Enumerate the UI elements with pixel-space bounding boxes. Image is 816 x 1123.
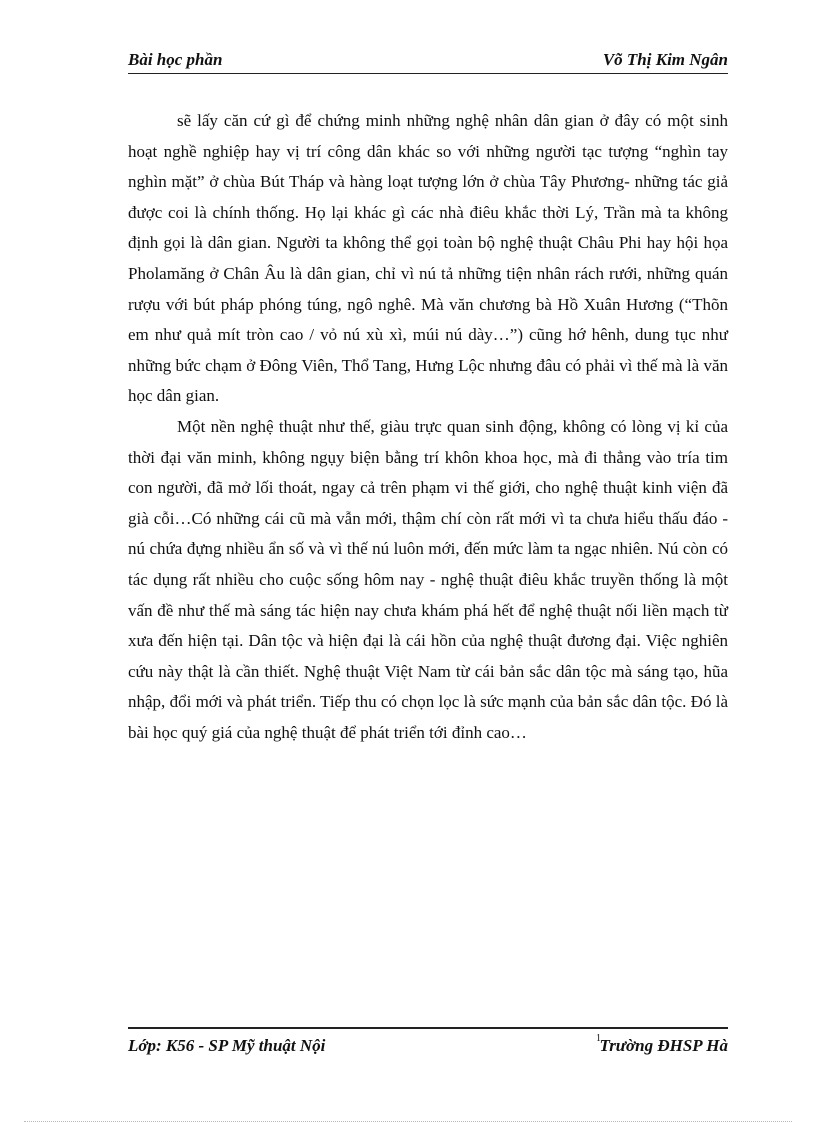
- page-header: [128, 50, 728, 72]
- header-rule: [128, 73, 728, 74]
- body-paragraph: sẽ lấy căn cứ gì để chứng minh những nghệ nhân dân gian ở đây có một sinh hoạt nghề nghiệp hay vị trí công dân khác so với những người tạc tượng “nghìn tay nghìn mặt” ở chùa Bút Tháp và hàng loạt tượng lớn ở chùa Tây Phương- những tác giả được coi là chính thống. Họ lại khác gì các nhà điêu khắc thời Lý, Trần mà ta không định gọi là dân gian. Người ta không thể gọi toàn bộ nghệ thuật Châu Phi hay hội họa Pholamăng ở Chân Âu là dân gian, chỉ vì nú tả những tiện nhân rách rưới, những quán rượu với bút pháp phóng túng, ngô nghê. Mà văn chương bà Hồ Xuân Hương (“Thõn em như quả mít tròn cao / vỏ nú xù xì, múi nú dày…”) cũng hớ hênh, dung tục như những bức chạm ở Đông Viên, Thổ Tang, Hưng Lộc nhưng đâu có phải vì thế mà là văn học dân gian.: [128, 111, 728, 406]
- footer-rule: [128, 1027, 728, 1029]
- body-paragraph: Một nền nghệ thuật như thế, giàu trực quan sinh động, không có lòng vị kỉ của thời đại văn minh, không ngụy biện bằng trí khôn khoa học, mà đi thẳng vào tría tim con người, đã mở lối thoát, ngay cả trên phạm vi thế giới, cho nghệ thuật kinh viện đã già cỗi…Có những cái cũ mà vẫn mới, thậm chí còn rất mới vì ta chưa hiểu thấu đáo - nú chứa đựng nhiều ẩn số và vì thế nú luôn mới, đến mức làm ta ngạc nhiên. Nú còn có tác dụng rất nhiều cho cuộc sống hôm nay - nghệ thuật điêu khắc truyền thống là một vấn đề như thế mà sáng tác hiện nay chưa khám phá hết để nghệ thuật nối liền mạch từ xưa đến hiện tại. Dân tộc và hiện đại là cái hồn của nghệ thuật đương đại. Việc nghiên cứu này thật là cần thiết. Nghệ thuật Việt Nam từ cái bản sắc dân tộc mà sáng tạo, hũa nhập, đổi mới và phát triển. Tiếp thu có chọn lọc là sức mạnh của bản sắc dân tộc. Đó là bài học quý giá của nghệ thuật để phát triển tới đỉnh cao…: [128, 416, 728, 742]
- page-footer: [128, 1027, 728, 1077]
- document-body: [128, 106, 728, 748]
- header-author-name: Võ Thị Kim Ngân: [602, 50, 728, 69]
- page-number: 1: [596, 1033, 601, 1044]
- page-boundary-line: [24, 1121, 792, 1122]
- footer-class-info: Lớp: K56 - SP Mỹ thuật Nội: [128, 1036, 326, 1055]
- footer-school-name: Trường ĐHSP Hà: [599, 1036, 728, 1055]
- header-course-title: Bài học phần: [128, 50, 223, 69]
